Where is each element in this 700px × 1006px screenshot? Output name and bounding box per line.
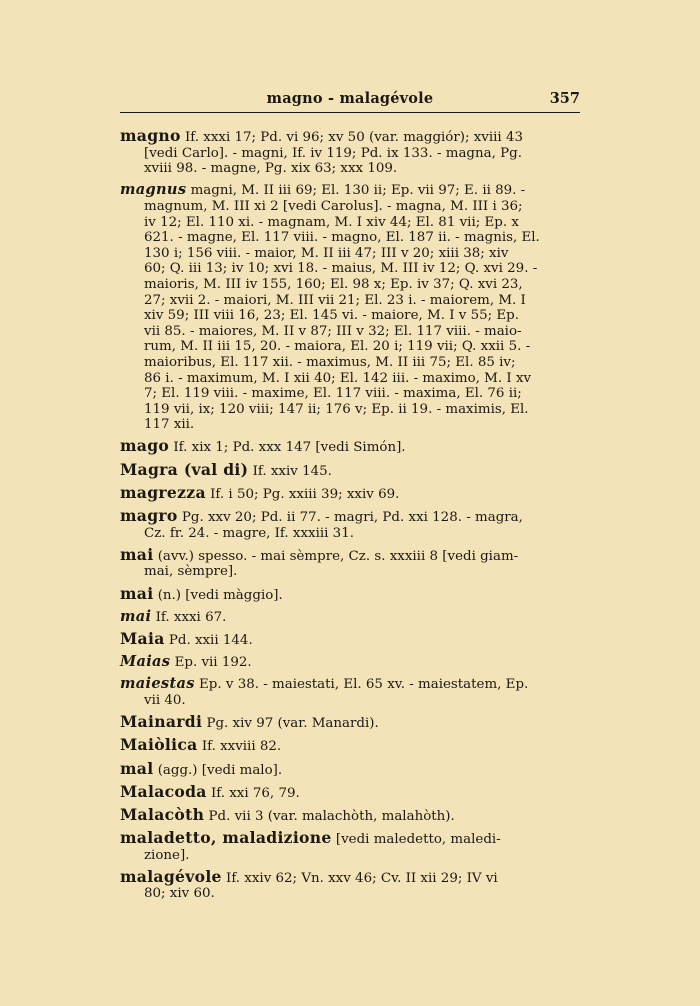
dictionary-entry: [120, 654, 580, 671]
entry-citations: Pd. vii 3 (var. malachòth, malahòth).: [208, 808, 455, 824]
entry-citations: Pg. xiv 97 (var. Manardi).: [206, 716, 379, 732]
dictionary-entry: [120, 583, 580, 604]
entry-citations: Ep. vii 192.: [174, 655, 252, 671]
entry-citations: (agg.) [vedi malo].: [157, 762, 283, 778]
entry-citations: If. xxxi 67.: [155, 609, 227, 625]
entry-citations: If. xxviii 82.: [201, 739, 282, 755]
entry-headword: Maias: [120, 653, 171, 671]
entry-headword: magro: [120, 506, 178, 526]
dictionary-entry: [120, 737, 580, 755]
entry-headword: maiestas: [120, 675, 195, 693]
entry-headword: mal: [120, 758, 154, 778]
entry-headword: Maiòlica: [120, 735, 198, 755]
dictionary-entry: [120, 438, 580, 456]
dictionary-entry: [120, 609, 580, 626]
entry-citations: If. xix 1; Pd. xxx 147 [vedi Simón].: [173, 440, 406, 456]
running-head: magno - malagévole: [266, 90, 434, 107]
dictionary-entry: [120, 676, 580, 708]
entry-citations: (n.) [vedi màggio].: [157, 587, 283, 603]
entry-headword: Magra (val di): [120, 459, 249, 479]
entry-headword: Malacòth: [120, 804, 205, 824]
entry-citations: Ep. v 38. - maiestati, El. 65 xv. - maiestatem, Ep. vii 40.: [144, 677, 529, 708]
dictionary-entry: [120, 482, 580, 503]
entry-headword: maladetto, maladizione: [120, 828, 332, 848]
entry-headword: magnus: [120, 181, 187, 199]
entry-headword: mai: [120, 583, 154, 603]
entry-headword: Mainardi: [120, 712, 203, 732]
entry-headword: Malacoda: [120, 781, 207, 801]
entry-citations: If. xxi 76, 79.: [210, 785, 300, 801]
entry-citations: If. xxiv 145.: [252, 463, 332, 479]
entry-citations: If. i 50; Pg. xxiii 39; xxiv 69.: [210, 486, 400, 502]
entry-citations: If. xxiv 62; Vn. xxv 46; Cv. II xii 29; IV vi 80; xiv 60.: [144, 870, 498, 902]
dictionary-entry: [120, 830, 580, 863]
dictionary-entry: [120, 758, 580, 779]
entry-citations: Pg. xxv 20; Pd. ii 77. - magri, Pd. xxi 128. - magra, Cz. fr. 24. - magre, If. xxxiii 31.: [144, 510, 523, 541]
entry-headword: malagévole: [120, 866, 222, 886]
entry-citations: Pd. xxii 144.: [168, 632, 253, 648]
dictionary-entry: [120, 508, 580, 541]
dictionary-entry: [120, 544, 580, 580]
entry-headword: mago: [120, 436, 170, 456]
entry-headword: magrezza: [120, 482, 206, 502]
entry-citations: If. xxxi 17; Pd. vi 96; xv 50 (var. maggiór); xviii 43 [vedi Carlo]. - magni, If. iv 119; Pd. ix 133. - magna, Pg. xviii 98. - magne, Pg. xix 63; xxx 109.: [144, 130, 524, 177]
entry-list: [120, 128, 580, 908]
dictionary-entry: [120, 866, 580, 902]
page-header: [120, 88, 580, 113]
entry-citations: (avv.) spesso. - mai sèmpre, Cz. s. xxxiii 8 [vedi giam- mai, sèmpre].: [144, 548, 519, 580]
entry-citations: [vedi maledetto, maledi- zione].: [144, 832, 501, 863]
entry-headword: Maia: [120, 628, 165, 648]
dictionary-entry: [120, 128, 580, 177]
dictionary-entry: [120, 182, 580, 433]
dictionary-entry: [120, 714, 580, 732]
dictionary-entry: [120, 804, 580, 825]
dictionary-entry: [120, 781, 580, 802]
entry-headword: mai: [120, 544, 154, 564]
dictionary-entry: [120, 459, 580, 480]
entry-headword: mai: [120, 607, 152, 625]
entry-headword: magno: [120, 126, 181, 145]
page-number: 357: [549, 90, 580, 107]
entry-citations: magni, M. II iii 69; El. 130 ii; Ep. vii 97; E. ii 89. - magnum, M. III xi 2 [vedi Carolus]. - magna, M. III i 36; iv 12; El. 110 xi. - magnam, M. I xiv 44; El. 81 vii; Ep. x 621. - magne, El. 117 viii. - magno, El. 187 ii. - magnis, El. 130 i; 156 viii. - maior, M. II iii 47; III v 20; xiii 38; xiv 60; Q. iii 13; iv 10; xvi 18. - maius, M. III iv 12; Q. xvi 29. - maioris, M. III iv 155, 160; El. 98 x; Ep. iv 37; Q. xvi 23, 27; xvii 2. - maiori, M. III vii 21; El. 23 i. - maiorem, M. I xiv 59; III viii 16, 23; El. 145 vi. - maiore, M. I v 55; Ep. vii 85. - maiores, M. II v 87; III v 32; El. 117 viii. - maio- rum, M. II iii 15, 20. - maiora, El. 20 i; 119 vii; Q. xxii 5. - maioribus, El. 117 xii. - maximus, M. II iii 75; El. 85 iv; 86 i. - maximum, M. I xii 40; El. 142 iii. - maximo, M. I xv 7; El. 119 viii. - maxime, El. 117 viii. - maxima, El. 76 ii; 119 vii, ix; 120 viii; 147 ii; 176 v; Ep. ii 19. - maximis, El. 117 xii.: [144, 183, 540, 433]
dictionary-entry: [120, 628, 580, 649]
